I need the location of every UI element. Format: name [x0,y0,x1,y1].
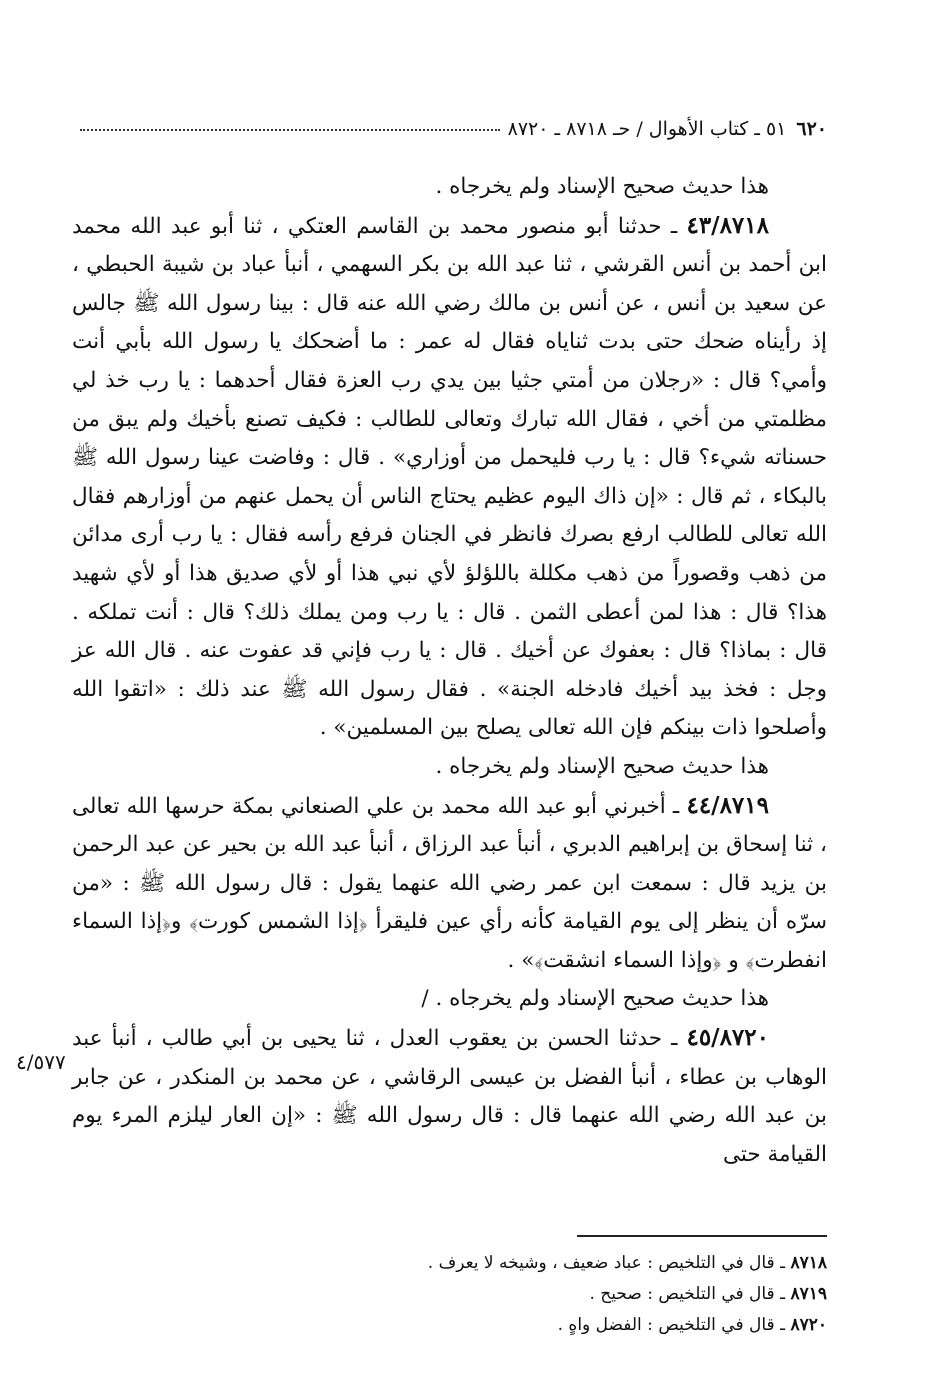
hadith-number: ٤٤/٨٧١٩ [686,791,769,819]
footnote [72,1248,827,1279]
footnote-text: ـ قال في التلخيص : صحيح . [589,1284,791,1304]
chapter-title: ٥١ ـ كتاب الأهوال / حـ ٨٧١٨ ـ ٨٧٢٠ [507,118,787,140]
hadith-grading [72,980,827,1019]
footnote-text: ـ قال في التلخيص : الفضل واهٍ . [557,1315,791,1335]
hadith-paragraph [72,1019,827,1174]
footnote-divider [577,1235,827,1237]
footnotes [72,1248,827,1341]
hadith-paragraph [72,207,827,748]
paragraph-text: هذا حديث صحيح الإسناد ولم يخرجاه . / [421,986,769,1012]
footnote [72,1279,827,1310]
hadith-number: ٤٣/٨٧١٨ [686,211,769,239]
hadith-paragraph [72,787,827,981]
paragraph-text: ـ أخبرني أبو عبد الله محمد بن علي الصنعاني بمكة حرسها الله تعالى ، ثنا إسحاق بن إبراهيم الدبري ، أنبأ عبد الرزاق ، أنبأ عبد الله بن بحير عن عبد الرحمن بن يزيد قال : سمعت ابن عمر رضي الله عنهما يقول : قال رسول الله ﷺ : «من سرّه أن ينظر إلى يوم القيامة كأنه رأي عين فليقرأ ﴿إذا الشمس كورت﴾ و﴿إذا السماء انفطرت﴾ و ﴿وإذا السماء انشقت﴾» . [72,793,827,973]
paragraph-text: هذا حديث صحيح الإسناد ولم يخرجاه . [435,174,769,199]
hadith-grading [72,748,827,787]
footnote-text: ـ قال في التلخيص : عباد ضعيف ، وشيخه لا يعرف . [427,1253,791,1273]
running-header [72,112,827,146]
paragraph-text: هذا حديث صحيح الإسناد ولم يخرجاه . [435,753,769,779]
margin-reference: ٤/٥٧٧ [16,1050,66,1074]
footnote [72,1310,827,1341]
header-leader-dots [80,128,500,131]
footnote-number: ٨٧١٨ [790,1253,827,1273]
paragraph-text: ـ حدثنا الحسن بن يعقوب العدل ، ثنا يحيى بن أبي طالب ، أنبأ عبد الوهاب بن عطاء ، أنبأ الفضل بن عيسى الرقاشي ، عن محمد بن المنكدر ، عن جابر بن عبد الله رضي الله عنهما قال : قال رسول الله ﷺ : «إن العار ليلزم المرء يوم القيامة حتى [72,1026,827,1167]
main-text [72,168,827,1174]
footnote-number: ٨٧٢٠ [790,1315,827,1335]
hadith-grading [72,168,827,207]
footnote-number: ٨٧١٩ [790,1284,827,1304]
page-number: ٦٢٠ [796,118,827,140]
hadith-number: ٤٥/٨٧٢٠ [686,1024,769,1052]
paragraph-text: ـ حدثنا أبو منصور محمد بن القاسم العتكي ، ثنا أبو عبد الله محمد ابن أحمد بن أنس القرشي ، ثنا عبد الله بن بكر السهمي ، أنبأ عباد بن شيبة الحبطي ، عن سعيد بن أنس ، عن أنس بن مالك رضي الله عنه قال : بينا رسول الله ﷺ جالس إذ رأيناه ضحك حتى بدت ثناياه فقال له عمر : ما أضحكك يا رسول الله بأبي أنت وأمي؟ قال : «رجلان من أمتي جثيا بين يدي رب العزة فقال أحدهما : يا رب خذ لي مظلمتي من أخي ، فقال الله تبارك وتعالى للطالب : فكيف تصنع بأخيك ولم يبق من حسناته شيء؟ قال : يا رب فليحمل من أوزاري» . قال : وفاضت عينا رسول الله ﷺ بالبكاء ، ثم قال : «إن ذاك اليوم عظيم يحتاج الناس أن يحمل عنهم من أوزارهم فقال الله تعالى للطالب ارفع بصرك فانظر في الجنان فرفع رأسه فقال : يا رب أرى مدائن من ذهب وقصوراً من ذهب مكللة باللؤلؤ لأي نبي هذا أو لأي صديق هذا أو لأي شهيد هذا؟ قال : هذا لمن أعطى الثمن . قال : يا رب ومن يملك ذلك؟ قال : أنت تملكه . قال : بماذا؟ قال : بعفوك عن أخيك . قال : يا رب فإني قد عفوت عنه . قال الله عز وجل : فخذ بيد أخيك فادخله الجنة» . فقال رسول الله ﷺ عند ذلك : «اتقوا الله وأصلحوا ذات بينكم فإن الله تعالى يصلح بين المسلمين» . [72,213,827,741]
